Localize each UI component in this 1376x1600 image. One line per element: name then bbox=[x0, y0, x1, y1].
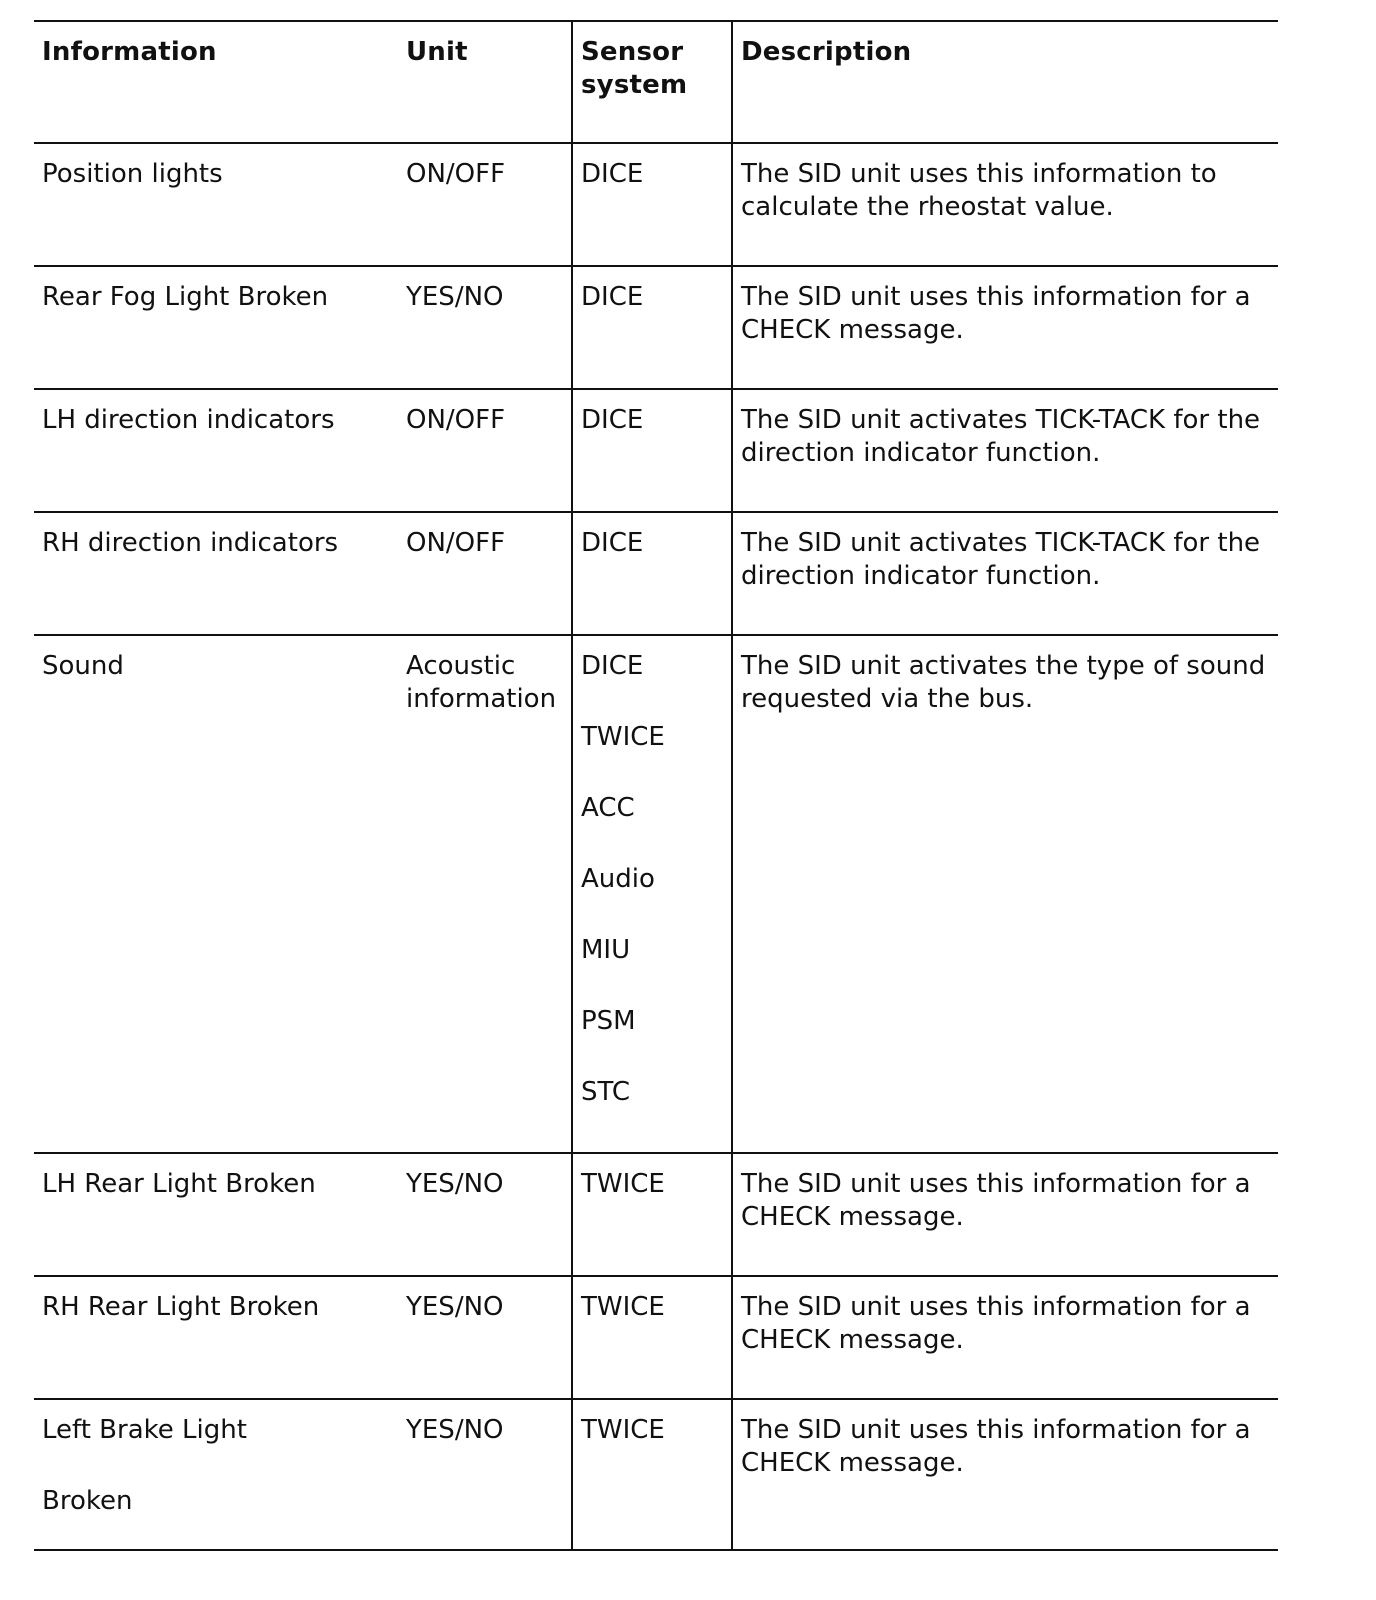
cell-sensor bbox=[572, 1276, 732, 1399]
sensor-item: TWICE bbox=[581, 722, 665, 752]
header-information: Information bbox=[34, 21, 398, 143]
cell-sensor bbox=[572, 389, 732, 512]
cell-information bbox=[34, 1399, 398, 1550]
cell-unit: ON/OFF bbox=[398, 512, 572, 635]
info-table bbox=[34, 20, 1278, 1551]
table-row bbox=[34, 389, 1278, 512]
cell-information: RH direction indicators bbox=[34, 512, 398, 635]
cell-description: The SID unit uses this information for a CHECK message. bbox=[732, 1276, 1278, 1399]
cell-information: RH Rear Light Broken bbox=[34, 1276, 398, 1399]
table-row bbox=[34, 266, 1278, 389]
cell-unit: ON/OFF bbox=[398, 389, 572, 512]
table-row bbox=[34, 1399, 1278, 1550]
cell-sensor bbox=[572, 266, 732, 389]
table-row bbox=[34, 512, 1278, 635]
header-row bbox=[34, 21, 1278, 143]
cell-information: Position lights bbox=[34, 143, 398, 266]
table-row bbox=[34, 635, 1278, 1153]
information-line: Left Brake Light bbox=[42, 1415, 247, 1445]
cell-description: The SID unit activates TICK-TACK for the direction indicator function. bbox=[732, 389, 1278, 512]
cell-information: Rear Fog Light Broken bbox=[34, 266, 398, 389]
cell-unit: Acoustic information bbox=[398, 635, 572, 1153]
cell-description: The SID unit uses this information for a CHECK message. bbox=[732, 1153, 1278, 1276]
sensor-item: MIU bbox=[581, 935, 631, 965]
header-sensor-system bbox=[572, 21, 732, 143]
cell-description: The SID unit activates TICK-TACK for the direction indicator function. bbox=[732, 512, 1278, 635]
cell-description: The SID unit uses this information to calculate the rheostat value. bbox=[732, 143, 1278, 266]
cell-description: The SID unit uses this information for a CHECK message. bbox=[732, 1399, 1278, 1550]
cell-information: LH direction indicators bbox=[34, 389, 398, 512]
sensor-item: TWICE bbox=[581, 1169, 665, 1199]
cell-information: LH Rear Light Broken bbox=[34, 1153, 398, 1276]
cell-description: The SID unit uses this information for a CHECK message. bbox=[732, 266, 1278, 389]
sensor-item: ACC bbox=[581, 793, 635, 823]
header-sensor-line2: system bbox=[581, 70, 688, 100]
cell-sensor bbox=[572, 1399, 732, 1550]
cell-information: Sound bbox=[34, 635, 398, 1153]
cell-unit: YES/NO bbox=[398, 1153, 572, 1276]
sensor-item: DICE bbox=[581, 528, 644, 558]
header-description: Description bbox=[732, 21, 1278, 143]
table-row bbox=[34, 143, 1278, 266]
sensor-item: Audio bbox=[581, 864, 655, 894]
header-sensor-line1: Sensor bbox=[581, 37, 684, 67]
table-row bbox=[34, 1153, 1278, 1276]
cell-sensor bbox=[572, 1153, 732, 1276]
cell-sensor bbox=[572, 143, 732, 266]
sensor-item: TWICE bbox=[581, 1292, 665, 1322]
table-row bbox=[34, 1276, 1278, 1399]
sensor-item: PSM bbox=[581, 1006, 636, 1036]
information-line: Broken bbox=[42, 1486, 133, 1516]
cell-unit: YES/NO bbox=[398, 1399, 572, 1550]
cell-sensor bbox=[572, 512, 732, 635]
cell-unit: YES/NO bbox=[398, 266, 572, 389]
sensor-item: DICE bbox=[581, 405, 644, 435]
cell-sensor bbox=[572, 635, 732, 1153]
sensor-item: STC bbox=[581, 1077, 631, 1107]
sensor-item: DICE bbox=[581, 651, 644, 681]
header-unit: Unit bbox=[398, 21, 572, 143]
cell-unit: ON/OFF bbox=[398, 143, 572, 266]
sensor-item: DICE bbox=[581, 159, 644, 189]
cell-description: The SID unit activates the type of sound requested via the bus. bbox=[732, 635, 1278, 1153]
sensor-item: DICE bbox=[581, 282, 644, 312]
cell-unit: YES/NO bbox=[398, 1276, 572, 1399]
sensor-item: TWICE bbox=[581, 1415, 665, 1445]
